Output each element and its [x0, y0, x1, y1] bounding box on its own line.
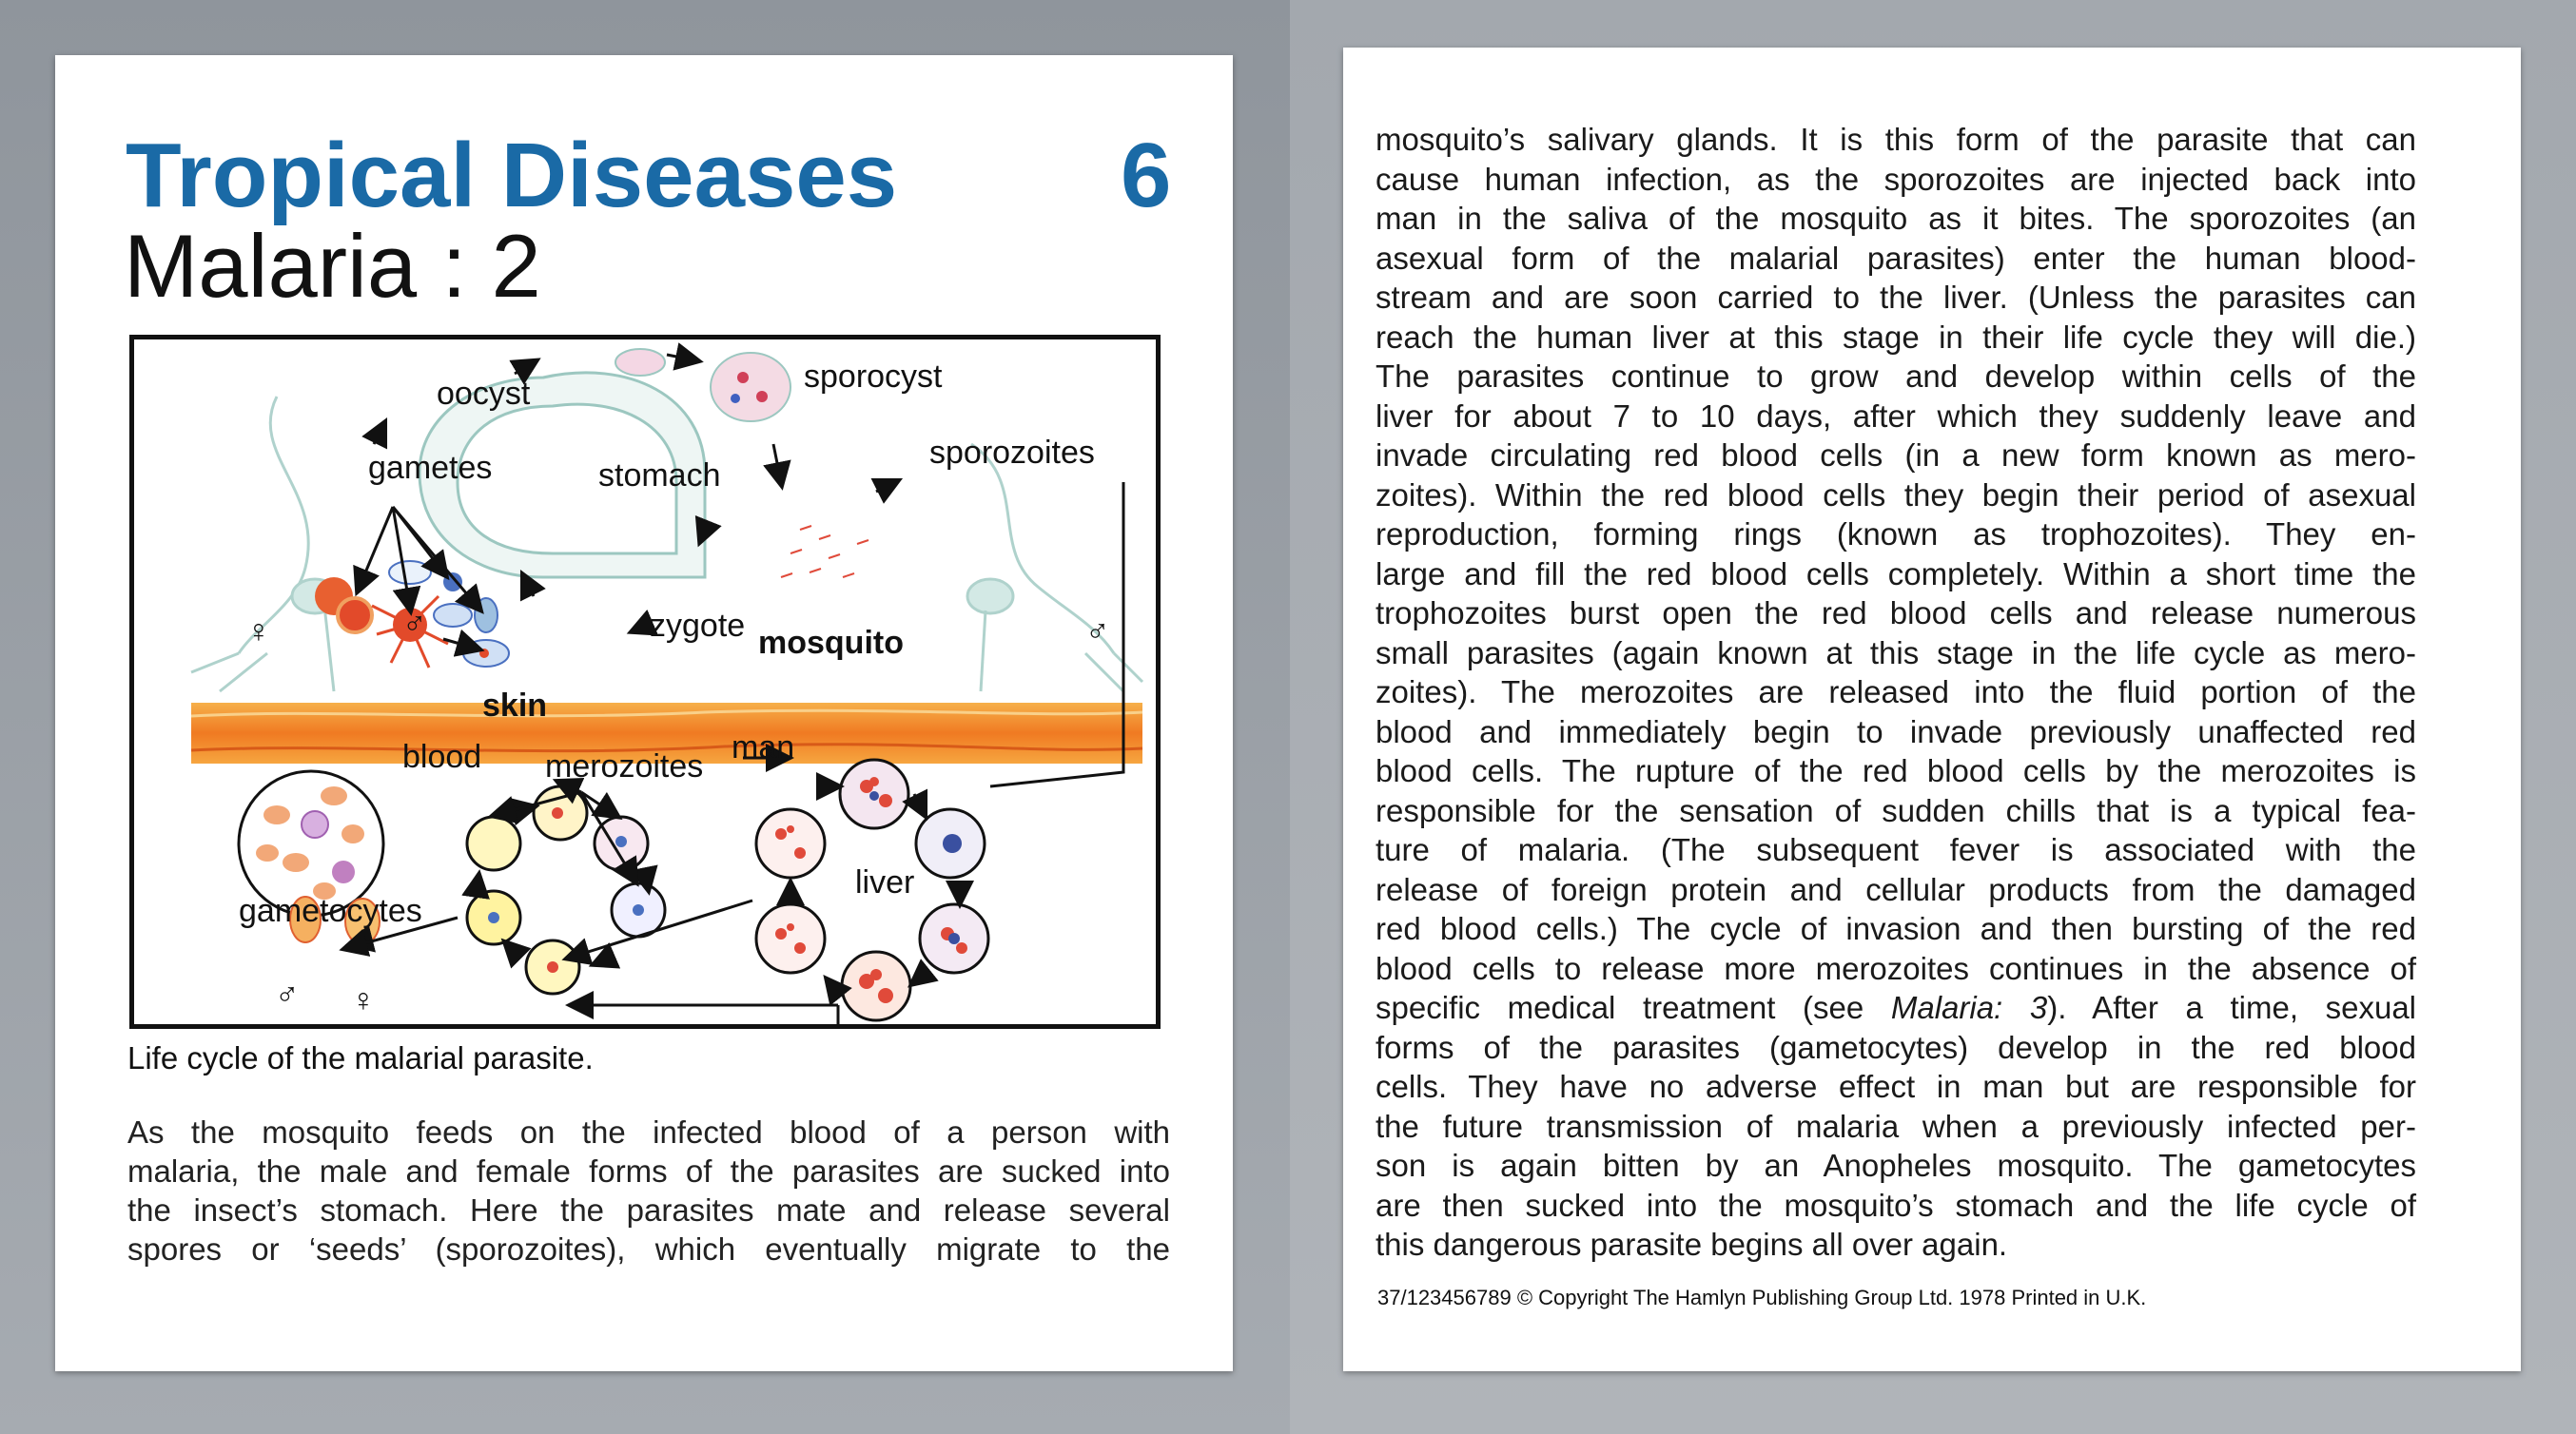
- label-gametocytes: gametocytes: [239, 893, 422, 929]
- back-body-text: [1376, 120, 2416, 1265]
- female-symbol-bottom: ♀: [351, 982, 376, 1018]
- text-line: specific medical treatment (see Malaria: 3). After a time, sexual: [1376, 990, 2417, 1025]
- text-line: zoites). Within the red blood cells they begin their period of asexual: [1376, 476, 2416, 513]
- text-line: mosquito’s salivary glands. It is this form of the parasite that can: [1376, 122, 2416, 157]
- text-line: ture of malaria. (The subsequent fever is associated with the: [1376, 832, 2416, 867]
- card-title: Tropical Diseases: [126, 125, 898, 226]
- life-cycle-diagram: [129, 335, 1161, 1029]
- text-line: cause human infection, as the sporozoites are injected back into: [1376, 161, 2416, 197]
- text-line: cells. They have no adverse effect in man but are responsible for: [1376, 1069, 2416, 1104]
- label-liver: liver: [855, 864, 915, 901]
- text-line: this dangerous parasite begins all over again.: [1376, 1227, 2008, 1262]
- merozoite-ring-cells: [467, 786, 665, 994]
- text-line: the future transmission of malaria when a previously infected per-: [1376, 1108, 2416, 1144]
- text-line: blood cells to release more merozoites continues in the absence of: [1376, 950, 2416, 986]
- card-subtitle: Malaria : 2: [124, 216, 541, 316]
- text-line: stream and are soon carried to the liver. (Unless the parasites can: [1376, 280, 2416, 315]
- label-man: man: [732, 729, 795, 765]
- text-line: asexual form of the malarial parasites) enter the human blood-: [1376, 240, 2416, 276]
- text-line: spores or ‘seeds’ (sporozoites), which eventually migrate to the: [127, 1231, 1170, 1267]
- text-line: release of foreign protein and cellular products from the damaged: [1376, 871, 2416, 907]
- front-body-text: [127, 1113, 1170, 1269]
- label-gametes: gametes: [368, 450, 493, 486]
- text-line: liver for about 7 to 10 days, after which they suddenly leave and: [1376, 397, 2416, 434]
- text-line: large and fill the red blood cells completely. Within a short time the: [1376, 555, 2416, 591]
- text-line: son is again bitten by an Anopheles mosquito. The gametocytes: [1376, 1148, 2416, 1183]
- male-symbol-bottom: ♂: [275, 977, 300, 1013]
- label-merozoites: merozoites: [545, 748, 704, 785]
- label-mosquito: mosquito: [758, 625, 904, 661]
- text-line: small parasites (again known at this stage in the life cycle as mero-: [1376, 634, 2416, 670]
- sporozoite-spray: [781, 526, 868, 577]
- text-line: reach the human liver at this stage in their life cycle they will die.): [1376, 319, 2416, 355]
- male-symbol-gametes: ♂: [402, 606, 427, 642]
- label-stomach: stomach: [598, 457, 721, 494]
- label-zygote: zygote: [650, 608, 746, 644]
- mosquito-head-right: [967, 444, 1142, 691]
- diagram-illustration: [134, 339, 1156, 1024]
- text-line: the insect’s stomach. Here the parasites mate and release several: [127, 1192, 1170, 1228]
- label-blood: blood: [402, 739, 482, 775]
- female-symbol-left: ♀: [246, 613, 271, 649]
- text-line: invade circulating red blood cells (in a new form known as mero-: [1376, 437, 2416, 473]
- card-front: [55, 55, 1233, 1371]
- text-line: blood cells. The rupture of the red blood cells by the merozoites is: [1376, 753, 2416, 788]
- text-line: red blood cells.) The cycle of invasion and then bursting of the red: [1376, 911, 2416, 946]
- text-line: forms of the parasites (gametocytes) develop in the red blood: [1376, 1029, 2416, 1065]
- card-number: 6: [1121, 125, 1172, 226]
- text-line: are then sucked into the mosquito’s stomach and the life cycle of: [1376, 1187, 2416, 1223]
- copyright-footer: 37/123456789 © Copyright The Hamlyn Publishing Group Ltd. 1978 Printed in U.K.: [1377, 1286, 2147, 1309]
- text-line: blood and immediately begin to invade previously unaffected red: [1376, 713, 2416, 749]
- text-line: man in the saliva of the mosquito as it bites. The sporozoites (an: [1376, 201, 2416, 236]
- male-symbol-right: ♂: [1085, 613, 1110, 649]
- text-line: trophozoites burst open the red blood cells and release numerous: [1376, 595, 2416, 630]
- text-line: As the mosquito feeds on the infected blood of a person with: [127, 1114, 1170, 1150]
- text-line: reproduction, forming rings (known as trophozoites). They en-: [1376, 516, 2416, 552]
- text-line: responsible for the sensation of sudden chills that is a typical fea-: [1376, 792, 2416, 828]
- label-sporocyst: sporocyst: [804, 358, 943, 395]
- text-line: zoites). The merozoites are released into the fluid portion of the: [1376, 674, 2416, 709]
- label-skin: skin: [482, 688, 548, 724]
- diagram-caption: Life cycle of the malarial parasite.: [127, 1040, 594, 1076]
- text-line: The parasites continue to grow and develop within cells of the: [1376, 358, 2416, 394]
- label-sporozoites: sporozoites: [929, 435, 1095, 471]
- card-back: [1343, 48, 2521, 1371]
- label-oocyst: oocyst: [437, 376, 531, 412]
- text-line: malaria, the male and female forms of the parasites are sucked into: [127, 1153, 1170, 1189]
